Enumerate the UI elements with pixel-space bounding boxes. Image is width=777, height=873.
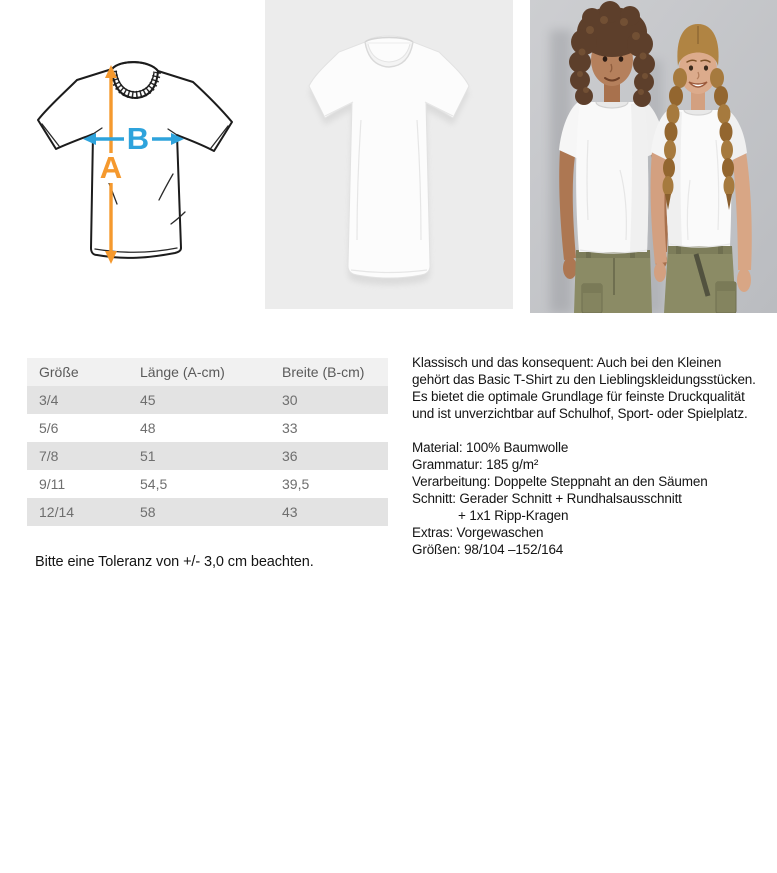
- size-table-cell: 39,5: [282, 476, 310, 492]
- size-table-row: [27, 442, 388, 470]
- description-line: Klassisch und das konsequent: Auch bei den Kleinen: [412, 355, 722, 370]
- size-table-cell: 30: [282, 392, 298, 408]
- size-chart-diagram[interactable]: [0, 0, 250, 310]
- description-line: und ist unverzichtbar auf Schulhof, Sport- oder Spielplatz.: [412, 406, 748, 421]
- spec-line: Größen: 98/104 –152/164: [412, 542, 564, 557]
- size-table-row: [27, 470, 388, 498]
- description-line: gehört das Basic T-Shirt zu den Lieblingskleidungsstücken.: [412, 372, 756, 387]
- size-table-header-breite: Breite (B-cm): [282, 358, 388, 386]
- size-table-cell: 48: [140, 420, 156, 436]
- size-table-header-groesse: Größe: [27, 358, 140, 386]
- tshirt-measure-illustration: [25, 52, 237, 270]
- size-table-cell: 45: [140, 392, 156, 408]
- size-table-row: [27, 414, 388, 442]
- kids-models-photo[interactable]: [530, 0, 777, 313]
- description-specs: [412, 439, 777, 558]
- size-table-cell: 58: [140, 504, 156, 520]
- size-table-cell: 7/8: [39, 448, 59, 464]
- description-line: Es bietet die optimale Grundlage für feinste Druckqualität: [412, 389, 745, 404]
- size-table-cell: 3/4: [39, 392, 59, 408]
- product-description: [412, 354, 777, 558]
- size-table-header-laenge: Länge (A-cm): [140, 358, 282, 386]
- tolerance-note: Bitte eine Toleranz von +/- 3,0 cm beachten.: [35, 553, 314, 570]
- size-table: [27, 358, 388, 526]
- size-table-cell: 12/14: [39, 504, 75, 520]
- spec-line: Verarbeitung: Doppelte Steppnaht an den Säumen: [412, 474, 708, 489]
- size-table-cell: 36: [282, 448, 298, 464]
- size-table-cell: 43: [282, 504, 298, 520]
- label-A: A: [99, 150, 123, 185]
- size-table-cell: 54,5: [140, 476, 168, 492]
- size-table-header-row: [27, 358, 388, 386]
- size-table-row: [27, 386, 388, 414]
- description-intro: [412, 354, 777, 422]
- spec-line: Grammatur: 185 g/m²: [412, 457, 539, 472]
- size-table-cell: 9/11: [39, 476, 66, 492]
- spec-line: Extras: Vorgewaschen: [412, 525, 544, 540]
- spec-line: Material: 100% Baumwolle: [412, 440, 569, 455]
- spec-line: + 1x1 Ripp-Kragen: [458, 508, 569, 523]
- label-B: B: [126, 121, 150, 156]
- spec-line: Schnitt: Gerader Schnitt + Rundhalsausschnitt: [412, 491, 682, 506]
- size-table-cell: 33: [282, 420, 298, 436]
- tshirt-flat-illustration: [265, 0, 513, 309]
- kids-models-illustration: [530, 0, 777, 313]
- size-table-cell: 5/6: [39, 420, 59, 436]
- size-table-cell: 51: [140, 448, 156, 464]
- size-table-row: [27, 498, 388, 526]
- tshirt-flat-photo[interactable]: [265, 0, 513, 309]
